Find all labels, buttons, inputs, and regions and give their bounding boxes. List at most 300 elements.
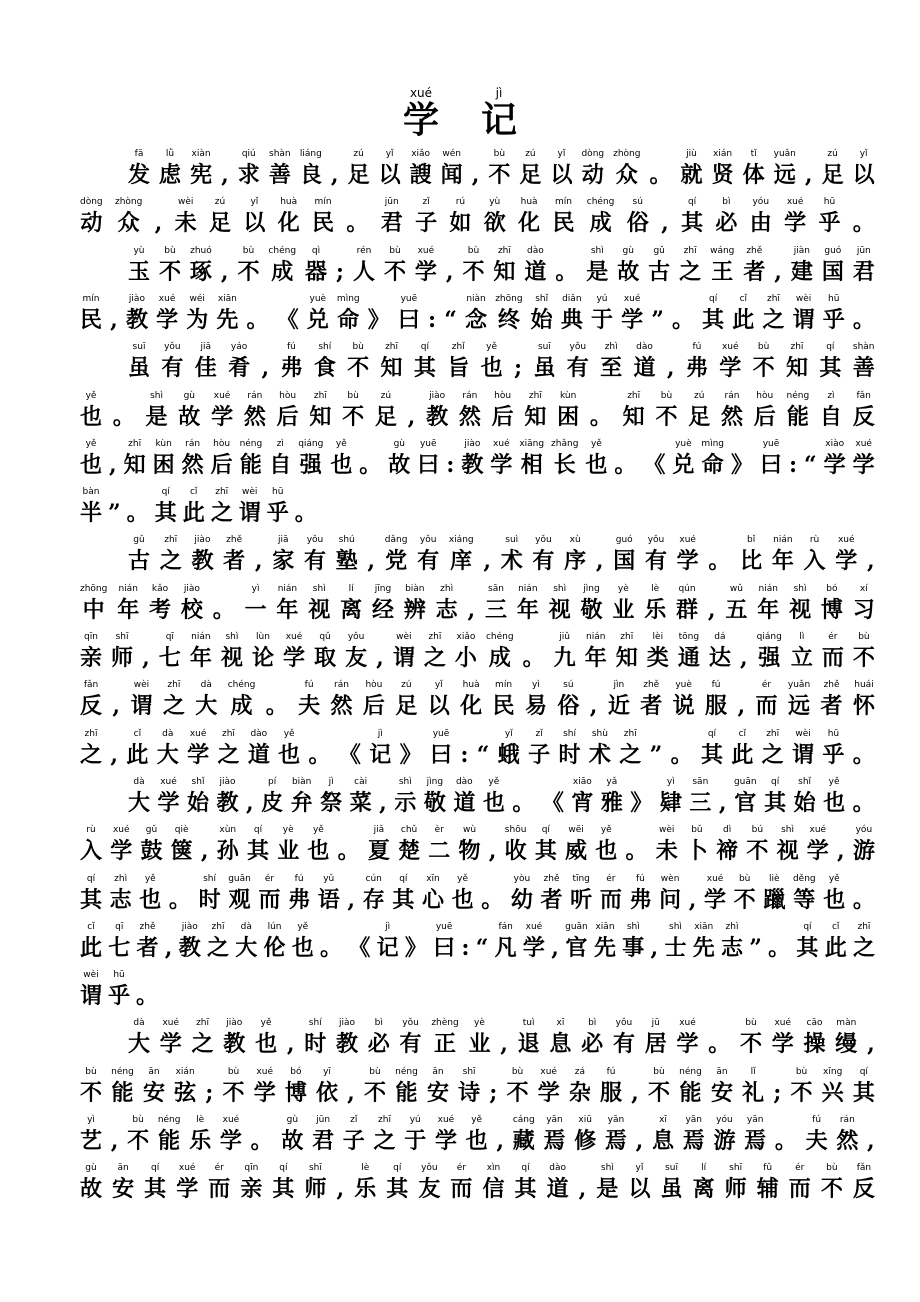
text-line (128, 1017, 875, 1059)
hanzi-character: 禘 (716, 838, 739, 864)
hanzi-character: 者 (540, 887, 563, 913)
character-cell (314, 341, 336, 383)
character-cell (182, 438, 204, 480)
pinyin-annotation: cǐ (87, 922, 95, 932)
pinyin-annotation: ér (828, 632, 838, 642)
hanzi-character: 不 (80, 1080, 103, 1106)
character-cell (377, 921, 399, 963)
hanzi-character: 体 (742, 162, 765, 188)
punctuation-cell (446, 245, 454, 287)
text-line (128, 534, 875, 576)
pinyin-annotation: wèi (242, 487, 258, 497)
punctuation-mark: ; (205, 1080, 214, 1106)
hanzi-character: 菜 (349, 790, 372, 816)
hanzi-character: 以 (243, 210, 266, 236)
hanzi-character: 君 (852, 259, 875, 285)
pinyin-annotation: jīng (374, 584, 392, 594)
pinyin-annotation: wèi (133, 680, 150, 690)
character-cell (549, 1017, 571, 1059)
punctuation-mark: , (330, 162, 339, 188)
character-cell (350, 776, 372, 818)
pinyin-annotation: zhě (226, 535, 243, 545)
character-cell (549, 583, 571, 625)
character-cell (240, 438, 263, 480)
character-cell (629, 873, 651, 915)
punctuation-cell (789, 438, 797, 480)
hanzi-character: 乎 (822, 307, 845, 333)
hanzi-character: 之 (159, 548, 182, 574)
hanzi-character: 君 (380, 210, 403, 236)
punctuation-mark: 。 (346, 210, 369, 236)
hanzi-character: 贤 (711, 162, 734, 188)
character-cell (853, 148, 875, 190)
character-cell (713, 1114, 735, 1156)
pinyin-annotation: dòng (581, 149, 605, 159)
character-cell (743, 245, 765, 287)
character-cell (725, 583, 747, 625)
character-cell (468, 1017, 490, 1059)
pinyin-annotation: yè (282, 825, 294, 835)
pinyin-annotation: jì (328, 777, 334, 787)
hanzi-character: 然 (330, 693, 353, 719)
character-cell (111, 631, 133, 673)
hanzi-character: 乐 (354, 1176, 377, 1202)
character-cell (418, 1162, 440, 1204)
character-cell (565, 824, 587, 866)
hanzi-character: 能 (679, 1080, 702, 1106)
hanzi-character: 视 (220, 645, 243, 671)
character-cell (821, 1162, 843, 1204)
hanzi-character: 也 (278, 742, 301, 768)
hanzi-character: 食 (313, 355, 336, 381)
pinyin-annotation: jiào (181, 922, 198, 932)
pinyin-annotation: zhě (823, 680, 840, 690)
hanzi-character: 视 (776, 838, 799, 864)
punctuation-cell (408, 390, 416, 432)
character-cell (466, 1114, 488, 1156)
hanzi-character: 知 (615, 645, 638, 671)
pinyin-annotation: zǐ (535, 729, 543, 739)
hanzi-character: 之 (423, 645, 446, 671)
hanzi-character: 善 (852, 355, 875, 381)
pinyin-annotation: shì (225, 632, 239, 642)
hanzi-character: 先 (216, 307, 239, 333)
hanzi-character: 服 (705, 693, 728, 719)
pinyin-annotation: zhì (604, 342, 618, 352)
character-cell (209, 196, 231, 238)
character-cell (772, 1017, 794, 1059)
character-cell (756, 679, 778, 721)
hanzi-character: 王 (711, 259, 734, 285)
character-cell (291, 776, 313, 818)
punctuation-mark: 》 (367, 307, 390, 333)
text-line (80, 969, 158, 1011)
punctuation-mark: 。 (337, 838, 360, 864)
character-cell (505, 824, 527, 866)
pinyin-annotation: yòu (513, 874, 531, 884)
character-cell (796, 921, 818, 963)
character-cell (763, 873, 785, 915)
hanzi-character: 其 (534, 838, 557, 864)
character-cell (80, 1066, 102, 1108)
punctuation-cell (489, 824, 497, 866)
hanzi-character: 焉 (682, 1128, 705, 1154)
hanzi-character: 其 (272, 1176, 295, 1202)
pinyin-annotation: zhì (114, 874, 128, 884)
pinyin-annotation: néng (395, 1067, 418, 1077)
punctuation-mark: ” (749, 935, 762, 961)
hanzi-character: 成 (230, 693, 253, 719)
pinyin-annotation: gǔ (133, 535, 145, 545)
pinyin-annotation: yǐ (385, 149, 394, 159)
character-cell (298, 679, 320, 721)
pinyin-annotation: yě (828, 874, 840, 884)
pinyin-annotation: yù (489, 197, 501, 207)
pinyin-annotation: qí (151, 1163, 160, 1173)
pinyin-annotation: zhī (497, 246, 511, 256)
hanzi-character: 子 (342, 1128, 365, 1154)
character-cell (791, 1066, 813, 1108)
hanzi-character: 半 (80, 500, 103, 526)
hanzi-character: 楚 (398, 838, 421, 864)
character-cell (656, 824, 678, 866)
punctuation-cell (155, 196, 163, 238)
character-cell (640, 679, 662, 721)
pinyin-annotation: yì (251, 584, 260, 594)
pinyin-annotation: qī (165, 632, 174, 642)
character-cell (648, 245, 670, 287)
character-cell (240, 1162, 262, 1204)
pinyin-annotation: wèi (795, 294, 812, 304)
character-cell (187, 728, 209, 770)
pinyin-annotation: yě (457, 874, 469, 884)
hanzi-character: 视 (548, 597, 571, 623)
punctuation-cell (338, 824, 360, 866)
pinyin-annotation: suì (505, 535, 519, 545)
hanzi-character: 国 (821, 259, 844, 285)
pinyin-annotation: zì (827, 391, 835, 401)
hanzi-character: 不 (740, 1031, 763, 1057)
hanzi-character: 时 (558, 742, 581, 768)
character-cell (612, 583, 634, 625)
pinyin-annotation: shí (318, 342, 332, 352)
character-cell (139, 873, 161, 915)
hanzi-character: 也 (823, 790, 846, 816)
pinyin-annotation: nián (277, 584, 298, 594)
punctuation-cell (631, 1066, 639, 1108)
pinyin-annotation: chéng (227, 680, 256, 690)
hanzi-character: 而 (258, 887, 281, 913)
punctuation-cell (496, 1114, 504, 1156)
pinyin-annotation: shī (462, 1067, 476, 1077)
pinyin-annotation: liáng (299, 149, 322, 159)
hanzi-character: 宪 (190, 162, 213, 188)
character-cell (791, 631, 813, 673)
character-cell (108, 921, 130, 963)
hanzi-character: 肴 (228, 355, 251, 381)
pinyin-annotation: qí (86, 874, 96, 884)
character-cell (853, 438, 875, 480)
punctuation-cell (368, 293, 390, 335)
character-cell (591, 293, 613, 335)
character-cell (183, 486, 205, 528)
pinyin-annotation: dà (133, 1018, 145, 1028)
character-cell (822, 1066, 844, 1108)
pinyin-annotation: rán (839, 1115, 855, 1125)
hanzi-character: 谓 (792, 307, 815, 333)
text-line (80, 873, 875, 915)
character-cell (686, 824, 708, 866)
pinyin-annotation: zá (574, 1067, 585, 1077)
punctuation-mark: 。 (512, 790, 535, 816)
punctuation-mark: 。 (246, 307, 269, 333)
hanzi-character: 学 (771, 1031, 794, 1057)
pinyin-annotation: xī (659, 1115, 667, 1125)
character-cell (757, 1162, 779, 1204)
punctuation-mark: 。 (670, 742, 693, 768)
pinyin-annotation: chéng (268, 246, 297, 256)
pinyin-annotation: zhī (196, 1018, 209, 1028)
hanzi-character: 学 (537, 1080, 560, 1106)
hanzi-character: 动 (581, 162, 604, 188)
pinyin-annotation: zhòng (613, 149, 641, 159)
pinyin-annotation: zú (525, 149, 536, 159)
hanzi-character: 君 (312, 1128, 335, 1154)
pinyin-annotation: shàn (269, 149, 291, 159)
punctuation-cell (347, 1066, 355, 1108)
pinyin-annotation: yě (297, 922, 309, 932)
hanzi-character: 术 (500, 548, 523, 574)
pinyin-annotation: cún (365, 874, 382, 884)
pinyin-annotation: bǔ (691, 825, 703, 835)
character-cell (112, 1162, 134, 1204)
hanzi-character: 序 (564, 548, 587, 574)
character-cell (679, 245, 701, 287)
pinyin-annotation: jū (651, 1018, 660, 1028)
punctuation-mark: , (110, 1128, 119, 1154)
hanzi-character: 学 (414, 259, 437, 285)
punctuation-mark: , (336, 1176, 345, 1202)
hanzi-character: 学 (110, 838, 133, 864)
punctuation-cell (379, 776, 387, 818)
character-cell (495, 921, 517, 963)
punctuation-cell (277, 293, 299, 335)
hanzi-character: 乎 (266, 500, 289, 526)
pinyin-annotation: bù (347, 391, 359, 401)
hanzi-character: 也 (482, 790, 505, 816)
character-cell (128, 776, 150, 818)
hanzi-character: 学 (719, 355, 742, 381)
hanzi-character: 时 (304, 1031, 327, 1057)
character-cell (143, 1066, 165, 1108)
punctuation-cell (331, 148, 339, 190)
hanzi-character: 友 (345, 645, 368, 671)
hanzi-character: 者 (743, 259, 766, 285)
hanzi-character: 故 (281, 1128, 304, 1154)
pinyin-annotation: yǒu (535, 535, 552, 545)
character-cell (430, 728, 452, 770)
character-cell (824, 438, 846, 480)
hanzi-character: 缦 (835, 1031, 858, 1057)
pinyin-annotation: wù (462, 825, 477, 835)
hanzi-character: 安 (112, 1176, 135, 1202)
pinyin-annotation: shǐ (191, 777, 205, 787)
hanzi-character: 后 (276, 404, 299, 430)
character-cell (415, 196, 437, 238)
punctuation-mark: , (635, 1128, 644, 1154)
character-cell (254, 1066, 276, 1108)
character-cell (764, 776, 786, 818)
punctuation-cell (110, 728, 118, 770)
pinyin-annotation: xī (556, 1018, 565, 1028)
character-cell (191, 534, 213, 576)
character-cell (368, 824, 390, 866)
character-cell (381, 196, 403, 238)
pinyin-annotation: néng (111, 1067, 134, 1077)
pinyin-annotation: yè (474, 1018, 485, 1028)
hanzi-character: 达 (708, 645, 731, 671)
character-cell (661, 1162, 683, 1204)
hanzi-character: 人 (352, 259, 375, 285)
character-cell (146, 390, 168, 432)
character-cell (596, 1162, 618, 1204)
hanzi-character: 琢 (189, 259, 212, 285)
title-row (403, 86, 517, 140)
character-cell (211, 486, 233, 528)
hanzi-character: 学 (823, 452, 846, 478)
pinyin-annotation: xué (213, 391, 231, 401)
character-cell (178, 390, 200, 432)
character-cell (688, 390, 710, 432)
character-cell (525, 679, 547, 721)
pinyin-annotation: guān (228, 874, 251, 884)
pinyin-annotation: shì (793, 584, 807, 594)
pinyin-annotation: qiáng (756, 632, 782, 642)
pinyin-annotation: xué (721, 342, 739, 352)
pinyin-annotation: shī (729, 1163, 743, 1173)
punctuation-mark: “ (476, 742, 490, 768)
pinyin-annotation: bó (826, 584, 838, 594)
hanzi-character: 典 (560, 307, 583, 333)
character-cell (115, 196, 142, 238)
pinyin-annotation: zhī (790, 342, 804, 352)
hanzi-character: 入 (803, 548, 826, 574)
pinyin-annotation: yǒu (164, 342, 181, 352)
character-cell (400, 1017, 422, 1059)
character-cell (424, 631, 446, 673)
pinyin-annotation: yǒu (647, 535, 665, 545)
hanzi-character: 业 (468, 1031, 491, 1057)
character-cell (645, 534, 667, 576)
text-line (80, 196, 875, 238)
pinyin-annotation: huà (280, 197, 298, 207)
character-cell (258, 873, 280, 915)
hanzi-character: 动 (80, 210, 103, 236)
character-cell (679, 1066, 702, 1108)
punctuation-mark: “ (444, 307, 457, 333)
character-cell (80, 1114, 102, 1156)
character-cell (340, 583, 362, 625)
character-cell (343, 1114, 365, 1156)
punctuation-mark: , (376, 645, 384, 671)
punctuation-mark: ” (108, 500, 121, 526)
character-cell (363, 873, 385, 915)
character-cell (786, 341, 808, 383)
page-title (0, 82, 920, 140)
punctuation-mark: 《 (541, 790, 564, 816)
pinyin-annotation: yě (335, 439, 347, 449)
hanzi-character: 虽 (533, 355, 556, 381)
punctuation-mark: , (578, 1176, 587, 1202)
pinyin-annotation: bù (653, 1067, 665, 1077)
pinyin-annotation: bù (493, 149, 506, 159)
hanzi-character: 良 (299, 162, 322, 188)
character-cell (174, 1066, 196, 1108)
pinyin-annotation: guān (565, 922, 588, 932)
character-cell (552, 196, 574, 238)
hanzi-character: 命 (337, 307, 360, 333)
character-cell (559, 728, 581, 770)
hanzi-character: 反 (852, 404, 875, 430)
pinyin-annotation: xué (623, 294, 641, 304)
hanzi-character: 术 (588, 742, 611, 768)
punctuation-cell (630, 776, 652, 818)
character-cell (207, 921, 229, 963)
hanzi-character: 远 (773, 162, 796, 188)
hanzi-character: 不 (733, 887, 756, 913)
pinyin-annotation: wǔ (729, 584, 743, 594)
punctuation-cell (774, 245, 782, 287)
character-cell (807, 824, 829, 866)
hanzi-character: 七 (108, 935, 131, 961)
pinyin-annotation: yǐ (635, 1163, 644, 1173)
character-cell (80, 631, 102, 673)
hanzi-character: 民 (312, 210, 335, 236)
pinyin-annotation: xué (540, 1067, 557, 1077)
character-cell (453, 776, 475, 818)
pinyin-annotation: xué (112, 825, 130, 835)
hanzi-character: 乎 (818, 210, 841, 236)
punctuation-cell (775, 1114, 797, 1156)
hanzi-character: 其 (144, 1176, 167, 1202)
punctuation-cell (320, 921, 342, 963)
hanzi-character: 存 (362, 887, 385, 913)
pinyin-annotation: zhī (627, 391, 641, 401)
pinyin-annotation: hū (113, 970, 125, 980)
pinyin-annotation: gù (393, 439, 405, 449)
hanzi-character: 强 (299, 452, 322, 478)
hanzi-character: 事 (622, 935, 645, 961)
hanzi-character: 有 (612, 1031, 635, 1057)
character-cell (601, 776, 623, 818)
hanzi-character: 信 (482, 1176, 505, 1202)
title-char (481, 86, 517, 140)
pinyin-annotation: fǔ (763, 1163, 773, 1173)
punctuation-cell (405, 921, 427, 963)
hanzi-character: 离 (340, 597, 363, 623)
pinyin-annotation: bù (757, 342, 770, 352)
hanzi-character: 弗 (629, 887, 652, 913)
character-cell (272, 1162, 294, 1204)
punctuation-mark: , (866, 548, 875, 574)
character-cell (743, 148, 765, 190)
hanzi-character: 其 (154, 500, 177, 526)
hanzi-character: 凡 (494, 935, 517, 961)
hanzi-character: 士 (664, 935, 687, 961)
punctuation-mark: , (707, 597, 716, 623)
character-cell (702, 293, 724, 335)
character-cell (272, 534, 294, 576)
